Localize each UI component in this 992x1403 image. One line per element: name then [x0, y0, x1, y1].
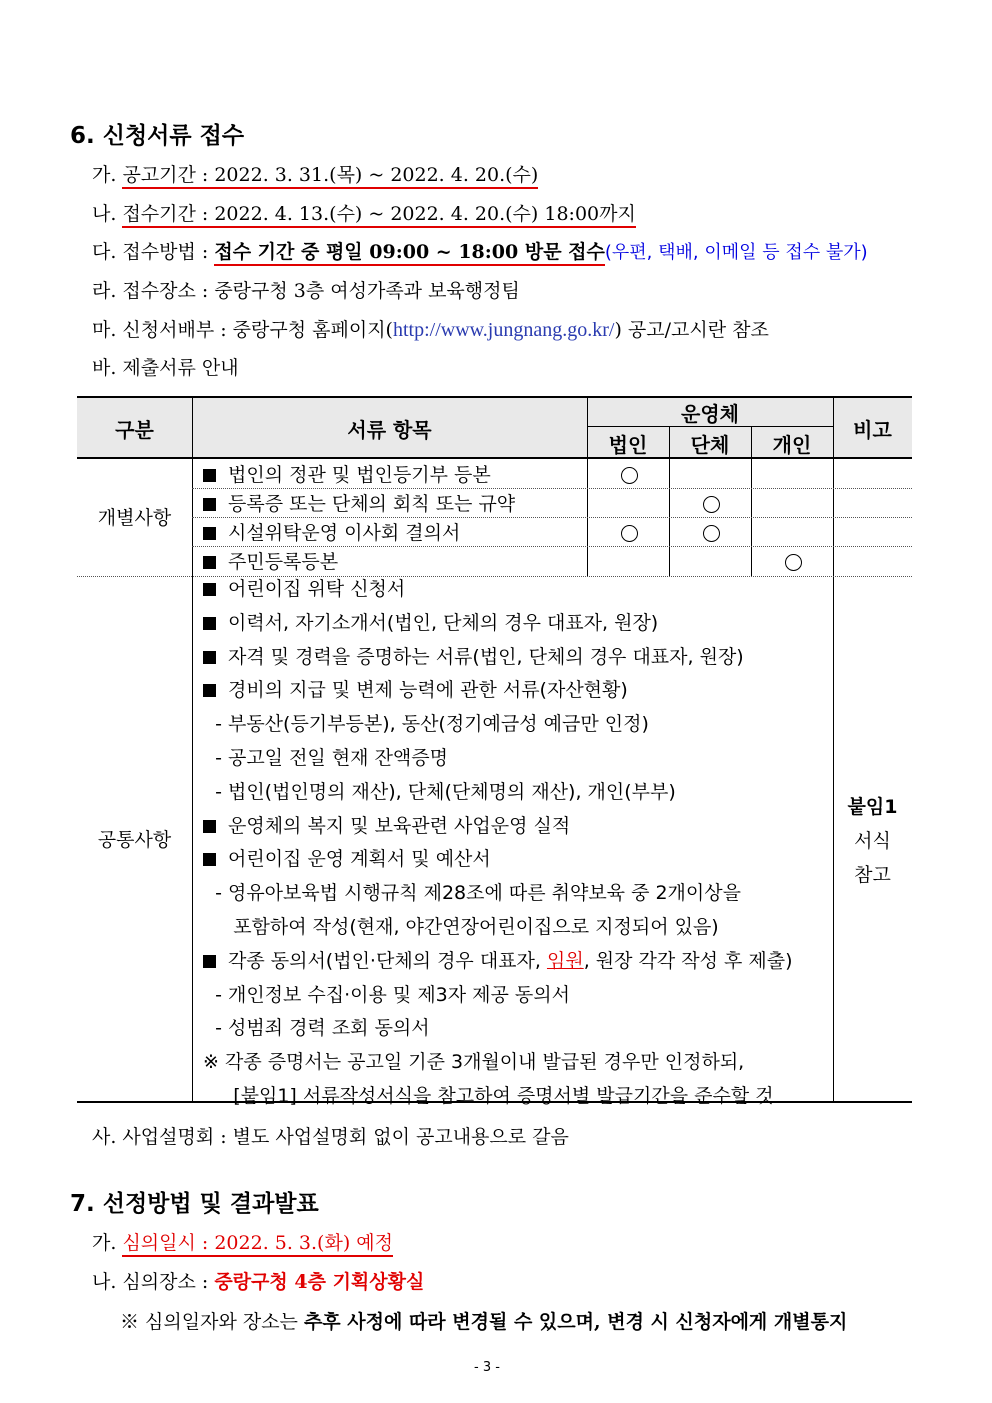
homepage-link[interactable]: http://www.jungnang.go.kr/ — [392, 319, 615, 341]
item-7-note-prefix: ※ 심의일자와 장소는 — [120, 1311, 304, 1333]
bullet-square-icon — [203, 853, 216, 866]
header-group: 단체 — [690, 433, 730, 457]
individual-label: 개별사항 — [97, 507, 172, 529]
bullet-square-icon — [203, 556, 216, 569]
circle-mark-individual — [785, 554, 802, 571]
item-7-note-text: 추후 사정에 따라 변경될 수 있으며, 변경 시 신청자에게 개별통지 — [303, 1311, 848, 1333]
header-items: 서류 항목 — [347, 418, 432, 442]
remark-attachment: 붙임1 — [847, 796, 898, 818]
consent-emph: 임원 — [546, 949, 584, 972]
item-7-note — [120, 1307, 847, 1334]
header-individual: 개인 — [772, 433, 812, 457]
item-7-na-prefix: 나. 심의장소 : — [92, 1271, 215, 1293]
page-number: - 3 - — [474, 1360, 500, 1375]
item-7-ga-text: 심의일시 : 2022. 5. 3.(화) 예정 — [122, 1232, 393, 1257]
list-item: [붙임1] 서류작성서식을 참고하여 증명서별 발급기간을 준수할 것 — [203, 1085, 774, 1107]
item-da-receipt-method — [92, 237, 868, 264]
circle-mark-group — [703, 525, 720, 542]
item-sa-briefing: 사. 사업설명회 : 별도 사업설명회 없이 공고내용으로 갈음 — [92, 1126, 569, 1148]
item-da-prefix: 다. 접수방법 : — [92, 241, 215, 263]
remark-reference: 참고 — [854, 864, 891, 886]
section-7-title: 7. 선정방법 및 결과발표 — [70, 1191, 319, 1217]
item-na-text: 접수기간 : 2022. 4. 13.(수) ~ 2022. 4. 20.(수) 18:00까지 — [122, 203, 635, 228]
bullet-square-icon — [203, 469, 216, 482]
list-item: ※ 각종 증명서는 공고일 기준 3개월이내 발급된 경우만 인정하되, — [203, 1051, 745, 1074]
common-label: 공통사항 — [97, 829, 172, 851]
list-item: - 공고일 전일 현재 잔액증명 — [203, 747, 448, 769]
item-na-prefix: 나. — [92, 203, 123, 225]
item-da-note: (우편, 택배, 이메일 등 접수 불가) — [604, 242, 868, 263]
bullet-square-icon — [203, 955, 216, 968]
item-ba-documents-guide: 바. 제출서류 안내 — [92, 357, 239, 379]
list-item: 어린이집 운영 계획서 및 예산서 — [203, 844, 491, 871]
consent-suffix: , 원장 각각 작성 후 제출) — [583, 949, 793, 972]
table-row: 시설위탁운영 이사회 결의서 — [203, 518, 460, 545]
header-category: 구분 — [115, 418, 154, 442]
item-7-ga-review-date — [92, 1228, 393, 1255]
list-item: - 부동산(등기부등본), 동산(정기예금성 예금만 인정) — [203, 713, 649, 736]
documents-table — [77, 396, 912, 1107]
circle-mark-corp — [621, 467, 638, 484]
list-item: - 개인정보 수집·이용 및 제3자 제공 동의서 — [203, 983, 570, 1006]
list-item: - 영유아보육법 시행규칙 제28조에 따른 취약보육 중 2개이상을 — [203, 882, 741, 905]
bullet-square-icon — [203, 617, 216, 630]
item-7-ga-prefix: 가. — [92, 1232, 123, 1254]
header-remark: 비고 — [853, 418, 892, 442]
item-ma-form-distribution — [92, 315, 769, 342]
consent-prefix: 각종 동의서(법인·단체의 경우 대표자, — [228, 949, 547, 972]
remark-form: 서식 — [854, 830, 891, 852]
bullet-square-icon — [203, 527, 216, 540]
item-ga-text: 공고기간 : 2022. 3. 31.(목) ~ 2022. 4. 20.(수) — [122, 164, 538, 189]
bullet-square-icon — [203, 684, 216, 697]
table-row: 주민등록등본 — [203, 547, 338, 574]
body-vline-remark — [833, 459, 834, 1101]
bullet-square-icon — [203, 651, 216, 664]
item-7-na-review-place — [92, 1267, 424, 1294]
item-na-receipt-period — [92, 199, 636, 226]
list-item: - 법인(법인명의 재산), 단체(단체명의 재산), 개인(부부) — [203, 780, 676, 803]
header-corp: 법인 — [608, 433, 648, 457]
circle-mark-group — [703, 496, 720, 513]
item-ra-receipt-place: 라. 접수장소 : 중랑구청 3층 여성가족과 보육행정팀 — [92, 280, 520, 302]
item-ga-prefix: 가. — [92, 164, 123, 186]
list-item: 이력서, 자기소개서(법인, 단체의 경우 대표자, 원장) — [203, 608, 658, 635]
bullet-square-icon — [203, 820, 216, 833]
item-ga-notice-period — [92, 160, 538, 187]
list-item: 자격 및 경력을 증명하는 서류(법인, 단체의 경우 대표자, 원장) — [203, 642, 744, 669]
table-row: 등록증 또는 단체의 회칙 또는 규약 — [203, 489, 515, 516]
section-6-title: 6. 신청서류 접수 — [70, 123, 245, 149]
bullet-square-icon — [203, 583, 216, 596]
list-item: 경비의 지급 및 변제 능력에 관한 서류(자산현황) — [203, 675, 628, 702]
table-row: 법인의 정관 및 법인등기부 등본 — [203, 460, 491, 487]
list-item: - 성범죄 경력 조회 동의서 — [203, 1017, 430, 1040]
list-item — [203, 946, 793, 973]
item-ma-suffix: ) 공고/고시란 참조 — [614, 319, 769, 341]
body-vline-category — [192, 459, 193, 1101]
item-ma-prefix: 마. 신청서배부 : 중랑구청 홈페이지( — [92, 319, 393, 341]
bullet-square-icon — [203, 498, 216, 511]
item-da-emph: 접수 기간 중 평일 09:00 ~ 18:00 방문 접수 — [214, 241, 605, 266]
list-item: 포함하여 작성(현재, 야간연장어린이집으로 지정되어 있음) — [203, 916, 719, 938]
circle-mark-corp — [621, 525, 638, 542]
list-item: 운영체의 복지 및 보육관련 사업운영 실적 — [203, 811, 570, 838]
item-7-na-text: 중랑구청 4층 기획상황실 — [214, 1271, 425, 1293]
header-operator: 운영체 — [681, 402, 739, 426]
list-item: 어린이집 위탁 신청서 — [203, 574, 405, 601]
